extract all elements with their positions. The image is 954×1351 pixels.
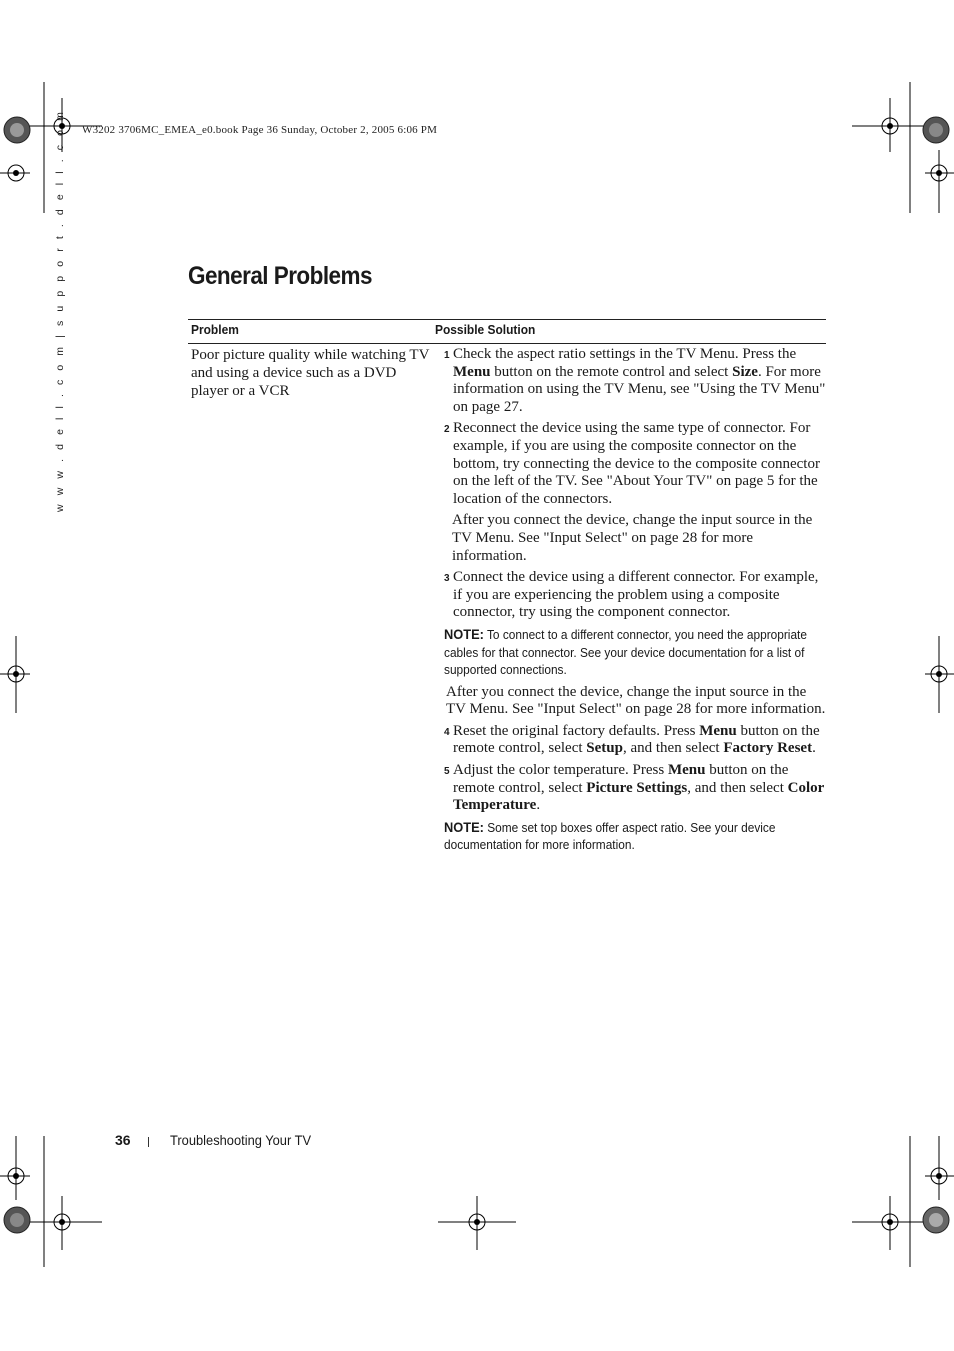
side-url: w w w . d e l l . c o m | s u p p o r t . d e l l . c o m (54, 109, 66, 512)
step-text: Reset the original factory defaults. Press Menu button on the remote control, select Setup, and then select Factory Reset. (453, 722, 820, 757)
print-slug: W3202 3706MC_EMEA_e0.book Page 36 Sunday, October 2, 2005 6:06 PM (82, 124, 438, 136)
solution-step (444, 569, 826, 622)
solution-cell (444, 346, 826, 859)
solution-step (444, 346, 826, 416)
note-label: NOTE: (444, 819, 484, 835)
page-title: General Problems (188, 262, 372, 290)
step-text: Reconnect the device using the same type of connector. For example, if you are using the composite connector on the bottom, try connecting the device to the composite connector on the left of the TV. See "About Your TV" on page 5 for the location of the connectors. (453, 420, 820, 507)
table-top-rule (188, 319, 826, 320)
note-text: To connect to a different connector, you need the appropriate cables for that connector. See your device documentation for a list of supported connections. (444, 627, 807, 678)
step-number: 2 (444, 424, 450, 436)
step-number: 4 (444, 726, 450, 738)
step-text: Adjust the color temperature. Press Menu button on the remote control, select Picture Settings, and then select Color Temperature. (453, 762, 825, 814)
step-number: 5 (444, 766, 450, 778)
step-continuation: After you connect the device, change the input source in the TV Menu. See "Input Select" on page 28 for more information. (452, 512, 813, 564)
header-problem: Problem (191, 322, 239, 337)
note-label: NOTE: (444, 626, 484, 642)
problem-cell: Poor picture quality while watching TV and using a device such as a DVD player or a VCR (191, 347, 430, 399)
footer-section-title: Troubleshooting Your TV (170, 1132, 312, 1148)
note (444, 819, 829, 855)
solution-step (444, 723, 826, 758)
footer-separator (148, 1137, 149, 1147)
header-solution: Possible Solution (435, 322, 536, 337)
solution-step (444, 420, 826, 508)
step-number: 3 (444, 573, 450, 585)
plain-paragraph: After you connect the device, change the input source in the TV Menu. See "Input Select" on page 28 for more information. (446, 683, 826, 718)
step-number: 1 (444, 350, 450, 361)
page-number: 36 (115, 1132, 131, 1148)
step-text: Connect the device using a different connector. For example, if you are experiencing the problem using a composite connector, try using the component connector. (453, 569, 819, 621)
note-text: Some set top boxes offer aspect ratio. See your device documentation for more information. (444, 820, 776, 853)
table-header-rule (188, 343, 826, 344)
solution-step (444, 762, 826, 815)
note (444, 626, 829, 680)
step-text: Check the aspect ratio settings in the TV Menu. Press the Menu button on the remote control and select Size. For more information on using the TV Menu, see "Using the TV Menu" on page 27. (453, 346, 826, 415)
